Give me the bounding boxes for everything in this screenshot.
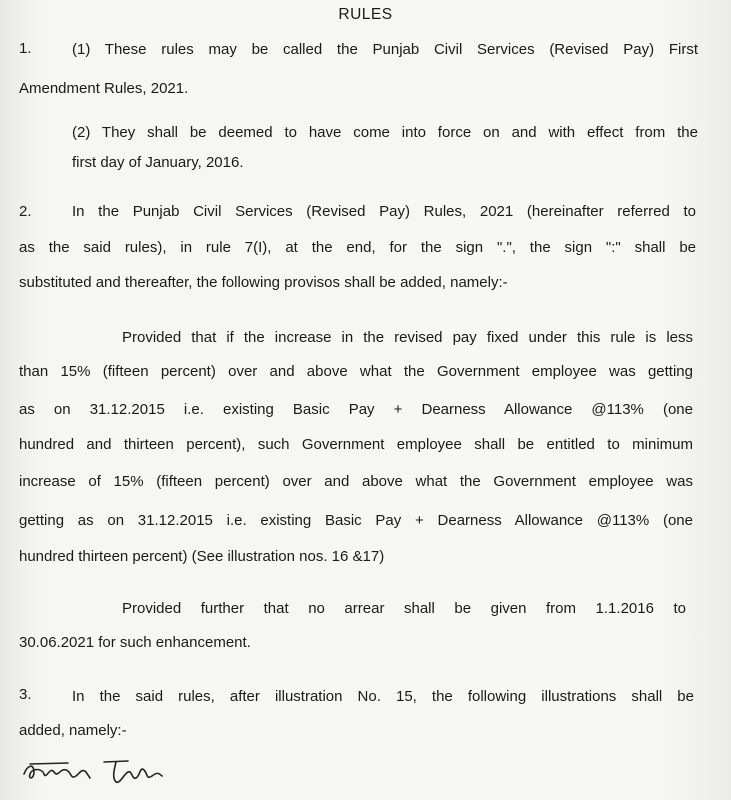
proviso-1-line-6: getting as on 31.12.2015 i.e. existing Basic Pay + Dearness Allowance @113% (one: [19, 512, 693, 529]
proviso-1-line-7: hundred thirteen percent) (See illustration nos. 16 &17): [19, 548, 385, 565]
rule-1-line-2: Amendment Rules, 2021.: [19, 80, 189, 97]
proviso-2-line-1: Provided further that no arrear shall be given from 1.1.2016 to: [122, 600, 686, 617]
rule-1-line-4: first day of January, 2016.: [72, 154, 244, 171]
proviso-1-line-1: Provided that if the increase in the revised pay fixed under this rule is less: [122, 329, 693, 346]
proviso-1-line-3: as on 31.12.2015 i.e. existing Basic Pay + Dearness Allowance @113% (one: [19, 401, 693, 418]
proviso-2-line-2: 30.06.2021 for such enhancement.: [19, 634, 251, 651]
handwritten-signature: [20, 752, 170, 792]
rule-1-line-3: (2) They shall be deemed to have come into force on and with effect from the: [72, 124, 698, 141]
rule-3-line-2: added, namely:-: [19, 722, 127, 739]
item-number-2: 2.: [19, 203, 32, 220]
rule-2-line-3: substituted and thereafter, the following provisos shall be added, namely:-: [19, 274, 508, 291]
page-title: RULES: [338, 6, 393, 23]
rule-3-line-1: In the said rules, after illustration No. 15, the following illustrations shall be: [72, 688, 694, 705]
rule-2-line-1: In the Punjab Civil Services (Revised Pay) Rules, 2021 (hereinafter referred to: [72, 203, 696, 220]
rule-1-line-1: (1) These rules may be called the Punjab Civil Services (Revised Pay) First: [72, 41, 698, 58]
proviso-1-line-4: hundred and thirteen percent), such Government employee shall be entitled to minimum: [19, 436, 693, 453]
proviso-1-line-5: increase of 15% (fifteen percent) over and above what the Government employee was: [19, 473, 693, 490]
item-number-1: 1.: [19, 40, 32, 57]
proviso-1-line-2: than 15% (fifteen percent) over and above what the Government employee was getting: [19, 363, 693, 380]
item-number-3: 3.: [19, 686, 32, 703]
rule-2-line-2: as the said rules), in rule 7(I), at the end, for the sign ".", the sign ":" shall be: [19, 239, 696, 256]
